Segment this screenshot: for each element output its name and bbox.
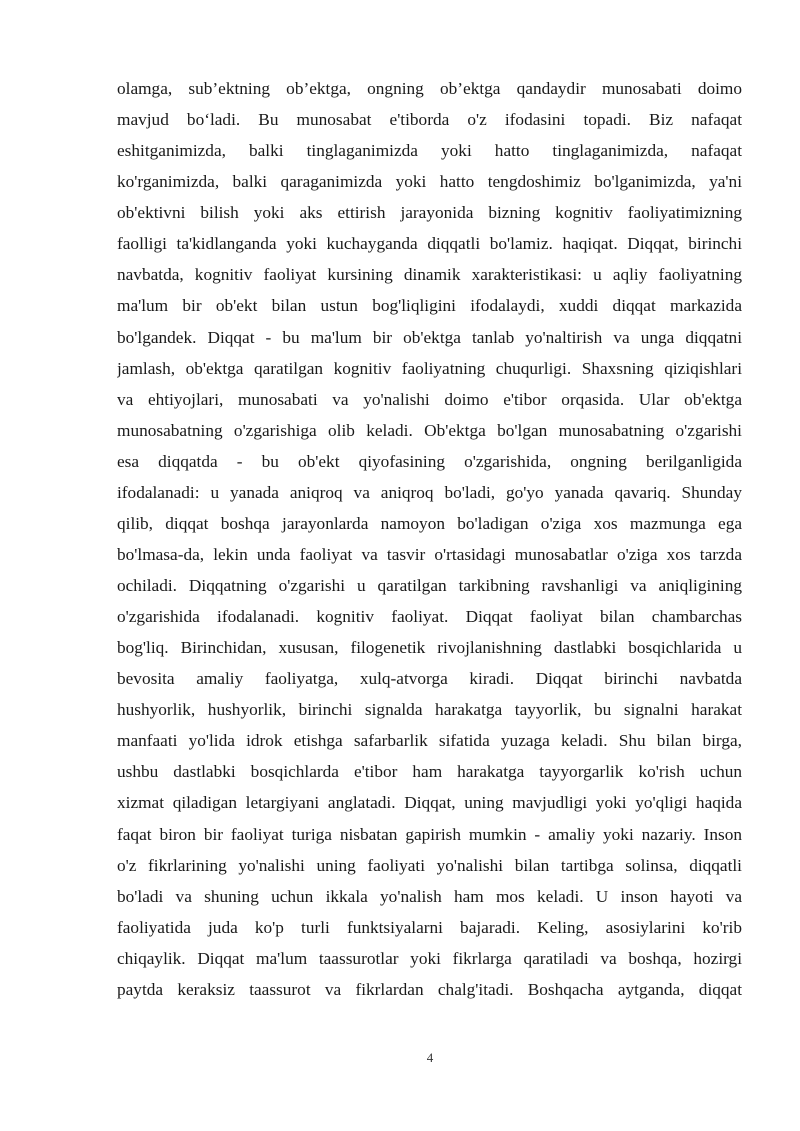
text-line: o'z fikrlarining yo'nalishi uning faoliyati yo'nalishi bilan tartibga solinsa, diqqatli [117,855,742,875]
text-line: faolligi ta'kidlanganda yoki kuchayganda diqqatli bo'lamiz. haqiqat. Diqqat, birinchi [117,234,742,254]
page-number: 4 [426,1050,434,1065]
text-line: bo'lmasa-da, lekin unda faoliyat va tasvir o'rtasidagi munosabatlar o'ziga xos tarzda [117,544,742,564]
text-line: chiqaylik. Diqqat ma'lum taassurotlar yoki fikrlarga qaratiladi va boshqa, hozirgi [117,948,742,968]
text-line: faoliyatida juda ko'p turli funktsiyalarni bajaradi. Keling, asosiylarini ko'rib [117,917,742,937]
text-line: ifodalanadi: u yanada aniqroq va aniqroq bo'ladi, go'yo yanada qavariq. Shunday [117,482,742,502]
text-line: munosabatning o'zgarishiga olib keladi. Ob'ektga bo'lgan munosabatning o'zgarishi [117,420,742,440]
text-line: bo'ladi va shuning uchun ikkala yo'nalish ham mos keladi. U inson hayoti va [117,886,742,906]
text-line: ko'rganimizda, balki qaraganimizda yoki hatto tengdoshimiz bo'lganimizda, ya'ni [117,172,742,192]
text-line: olamga, sub’ektning ob’ektga, ongning ob’ektga qandaydir munosabati doimo [117,79,742,98]
text-line: qilib, diqqat boshqa jarayonlarda namoyon bo'ladigan o'ziga xos mazmunga ega [117,513,742,533]
text-line: faqat biron bir faoliyat turiga nisbatan gapirish mumkin - amaliy yoki nazariy. Inson [117,824,742,844]
text-line: jamlash, ob'ektga qaratilgan kognitiv faoliyatning chuqurligi. Shaxsning qiziqishlari [117,358,742,378]
text-line: ob'ektivni bilish yoki aks ettirish jarayonida bizning kognitiv faoliyatimizning [117,203,742,223]
text-line: va ehtiyojlari, munosabati va yo'nalishi doimo e'tibor orqasida. Ular ob'ektga [117,389,742,409]
body-paragraph [117,73,742,1005]
text-line: o'zgarishida ifodalanadi. kognitiv faoliyat. Diqqat faoliyat bilan chambarchas [117,607,742,627]
text-line: paytda keraksiz taassurot va fikrlardan chalg'itadi. Boshqacha aytganda, diqqat [117,979,742,999]
text-line: mavjud bo‘ladi. Bu munosabat e'tiborda o'z ifodasini topadi. Biz nafaqat [117,110,742,130]
text-line: xizmat qiladigan letargiyani anglatadi. Diqqat, uning mavjudligi yoki yo'qligi haqida [117,793,742,813]
text-line: ushbu dastlabki bosqichlarda e'tibor ham harakatga tayyorgarlik ko'rish uchun [117,762,742,782]
text-line: hushyorlik, hushyorlik, birinchi signalda harakatga tayyorlik, bu signalni harakat [117,700,742,720]
text-line: bevosita amaliy faoliyatga, xulq-atvorga kiradi. Diqqat birinchi navbatda [117,669,742,689]
text-line: bo'lgandek. Diqqat - bu ma'lum bir ob'ektga tanlab yo'naltirish va unga diqqatni [117,327,742,347]
text-line: ma'lum bir ob'ekt bilan ustun bog'liqligini ifodalaydi, xuddi diqqat markazida [117,296,742,316]
text-line: navbatda, kognitiv faoliyat kursining dinamik xarakteristikasi: u aqliy faoliyatning [117,265,742,285]
text-line: esa diqqatda - bu ob'ekt qiyofasining o'zgarishida, ongning berilganligida [117,451,742,471]
text-line: eshitganimizda, balki tinglaganimizda yoki hatto tinglaganimizda, nafaqat [117,141,742,161]
text-line: manfaati yo'lida idrok etishga safarbarlik sifatida yuzaga keladi. Shu bilan birga, [117,731,742,751]
text-line: ochiladi. Diqqatning o'zgarishi u qaratilgan tarkibning ravshanligi va aniqligining [117,576,742,595]
text-line: bog'liq. Birinchidan, xususan, filogenetik rivojlanishning dastlabki bosqichlarida u [117,638,742,658]
